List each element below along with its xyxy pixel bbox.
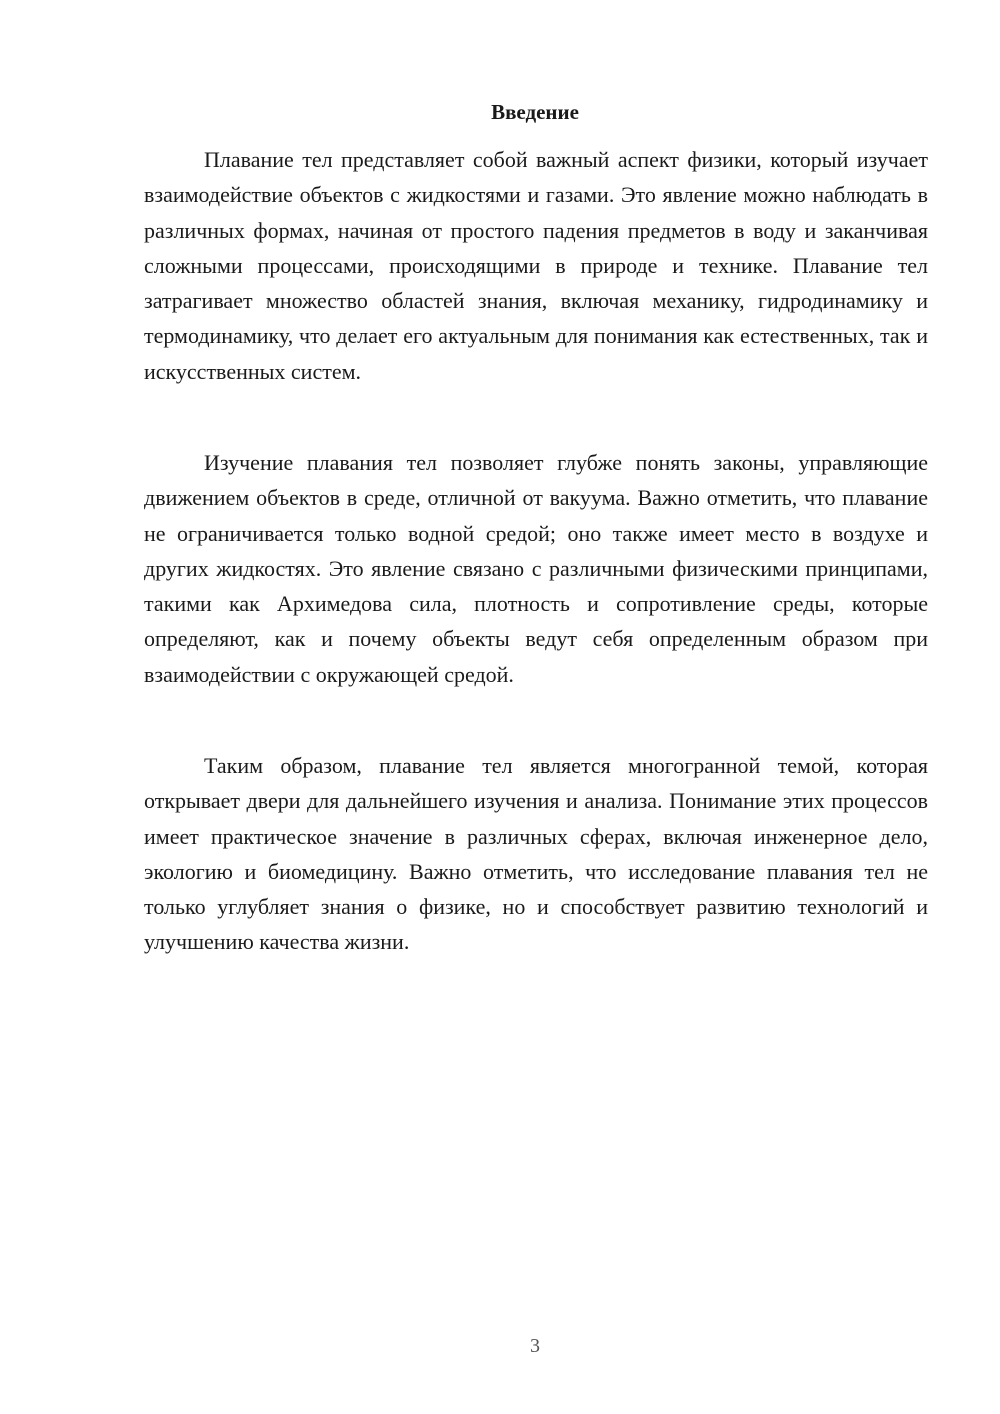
paragraph-3 xyxy=(144,748,928,960)
paragraph-text: Плавание тел представляет собой важный аспект физики, который изучает взаимодействие объектов с жидкостями и газами. Это явление можно наблюдать в различных формах, начиная от простого падения предметов в воду и заканчивая сложными процессами, происходящими в природе и технике. Плавание тел затрагивает множество областей знания, включая механику, гидродинамику и термодинамику, что делает его актуальным для понимания как естественных, так и искусственных систем. xyxy=(144,147,928,384)
page-number: 3 xyxy=(530,1335,540,1357)
paragraph-text: Таким образом, плавание тел является многогранной темой, которая открывает двери для дальнейшего изучения и анализа. Понимание этих процессов имеет практическое значение в различных сферах, включая инженерное дело, экологию и биомедицину. Важно отметить, что исследование плавания тел не только углубляет знания о физике, но и способствует развитию технологий и улучшению качества жизни. xyxy=(144,753,928,955)
paragraph-text: Изучение плавания тел позволяет глубже понять законы, управляющие движением объектов в среде, отличной от вакуума. Важно отметить, что плавание не ограничивается только водной средой; оно также имеет место в воздухе и других жидкостях. Это явление связано с различными физическими принципами, такими как Архимедова сила, плотность и сопротивление среды, которые определяют, как и почему объекты ведут себя определенным образом при взаимодействии с окружающей средой. xyxy=(144,450,928,687)
paragraph-1 xyxy=(144,142,928,389)
section-heading: Введение xyxy=(491,100,579,124)
paragraph-2 xyxy=(144,445,928,692)
